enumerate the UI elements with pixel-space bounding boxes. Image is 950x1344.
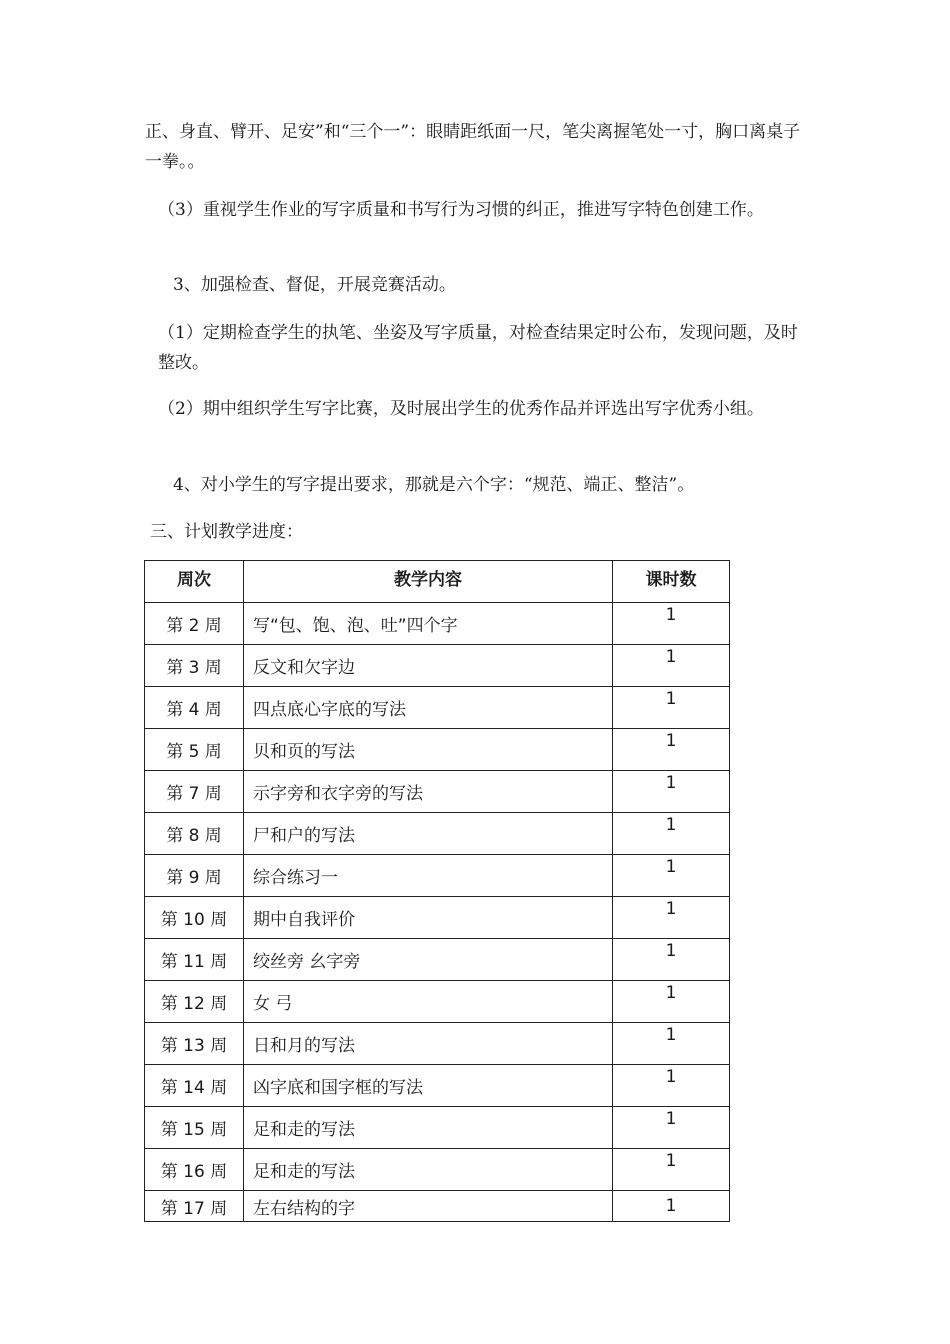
cell-hours: 1 [613,855,730,897]
table-row [145,813,730,855]
cell-week: 第 3 周 [145,645,244,687]
table-header-row [145,561,730,603]
cell-hours: 1 [613,729,730,771]
header-content: 教学内容 [244,561,613,603]
cell-content: 左右结构的字 [244,1191,613,1222]
cell-week: 第 8 周 [145,813,244,855]
teaching-schedule-table [144,560,730,1222]
table-row [145,729,730,771]
cell-hours: 1 [613,897,730,939]
cell-week: 第 14 周 [145,1065,244,1107]
cell-week: 第 16 周 [145,1149,244,1191]
table-row [145,1107,730,1149]
cell-content: 足和走的写法 [244,1149,613,1191]
table-row [145,1191,730,1222]
cell-content: 足和走的写法 [244,1107,613,1149]
table-row [145,687,730,729]
cell-hours: 1 [613,1149,730,1191]
cell-content: 期中自我评价 [244,897,613,939]
table-row [145,981,730,1023]
cell-week: 第 4 周 [145,687,244,729]
table-row [145,897,730,939]
cell-week: 第 7 周 [145,771,244,813]
cell-week: 第 11 周 [145,939,244,981]
cell-hours: 1 [613,645,730,687]
table-row [145,771,730,813]
table-row [145,939,730,981]
cell-week: 第 12 周 [145,981,244,1023]
cell-week: 第 10 周 [145,897,244,939]
table-row [145,603,730,645]
table-row [145,1065,730,1107]
cell-week: 第 2 周 [145,603,244,645]
cell-hours: 1 [613,771,730,813]
cell-hours: 1 [613,813,730,855]
cell-hours: 1 [613,1107,730,1149]
paragraph-inspection-heading: 3、加强检查、督促，开展竞赛活动。 [173,275,456,295]
cell-content: 四点底心字底的写法 [244,687,613,729]
cell-content: 贝和页的写法 [244,729,613,771]
table-row [145,645,730,687]
cell-content: 写“包、饱、泡、吐”四个字 [244,603,613,645]
cell-content: 凶字底和国字框的写法 [244,1065,613,1107]
cell-week: 第 5 周 [145,729,244,771]
cell-hours: 1 [613,1065,730,1107]
paragraph-competition: （2）期中组织学生写字比赛，及时展出学生的优秀作品并评选出写字优秀小组。 [158,399,764,419]
table-row [145,1023,730,1065]
cell-hours: 1 [613,1191,730,1222]
section-heading-schedule: 三、计划教学进度： [150,522,303,542]
paragraph-posture: 正、身直、臂开、足安”和“三个一”：眼睛距纸面一尺，笔尖离握笔处一寸，胸口离桌子一拳。。 [145,122,801,172]
cell-week: 第 9 周 [145,855,244,897]
cell-content: 示字旁和衣字旁的写法 [244,771,613,813]
paragraph-regular-check: （1）定期检查学生的执笔、坐姿及写字质量，对检查结果定时公布，发现问题，及时整改。 [158,323,798,373]
header-week: 周次 [145,561,244,603]
cell-hours: 1 [613,603,730,645]
cell-week: 第 15 周 [145,1107,244,1149]
cell-hours: 1 [613,1023,730,1065]
cell-content: 尸和户的写法 [244,813,613,855]
cell-hours: 1 [613,939,730,981]
cell-content: 反文和欠字边 [244,645,613,687]
header-hours: 课时数 [613,561,730,603]
paragraph-homework-quality: （3）重视学生作业的写字质量和书写行为习惯的纠正，推进写字特色创建工作。 [158,200,764,220]
table-row [145,855,730,897]
cell-week: 第 13 周 [145,1023,244,1065]
cell-week: 第 17 周 [145,1191,244,1222]
cell-content: 日和月的写法 [244,1023,613,1065]
cell-hours: 1 [613,687,730,729]
cell-content: 绞丝旁 幺字旁 [244,939,613,981]
cell-content: 女 弓 [244,981,613,1023]
paragraph-requirements: 4、对小学生的写字提出要求，那就是六个字：“规范、端正、整洁”。 [173,475,695,495]
table-row [145,1149,730,1191]
cell-content: 综合练习一 [244,855,613,897]
cell-hours: 1 [613,981,730,1023]
